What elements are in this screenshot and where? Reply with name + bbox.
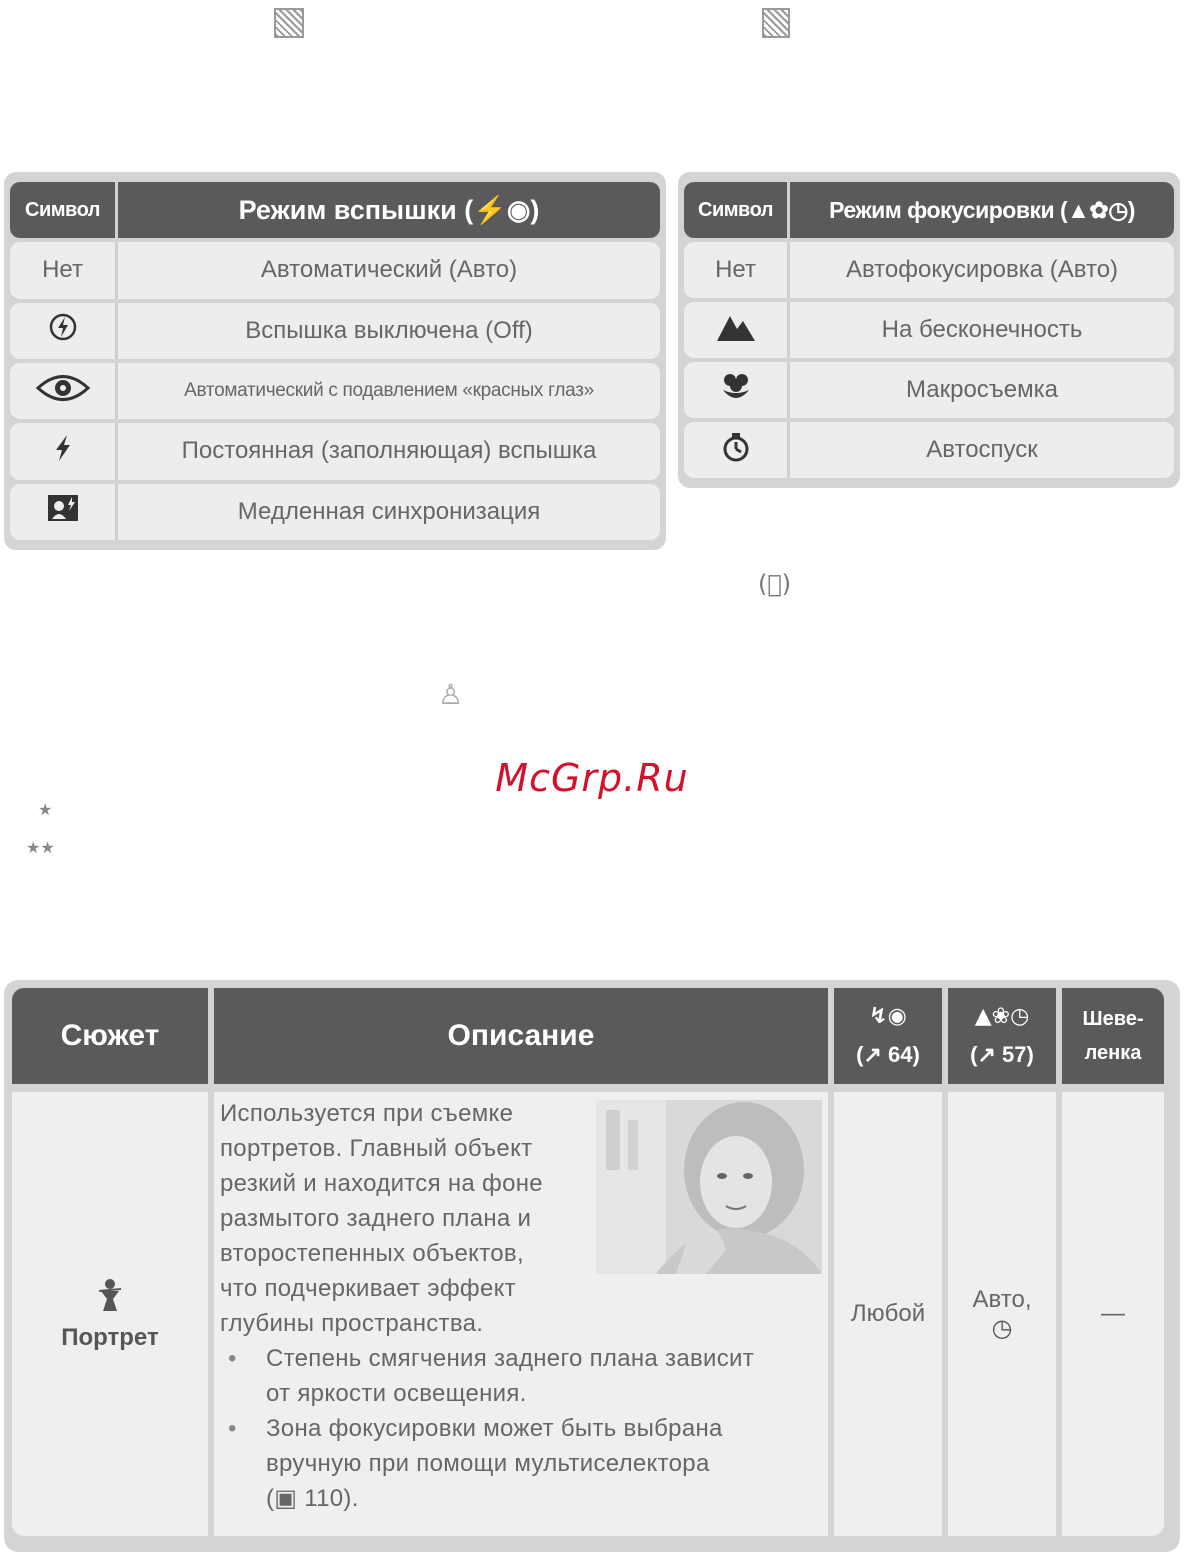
flash-eye-icon: ↯◉ [869, 1004, 907, 1029]
self-timer-icon [720, 437, 752, 470]
macro-flower-icon [719, 376, 753, 409]
mode-cell: На бесконечность [790, 302, 1174, 358]
description-line: глубины пространства. [220, 1310, 484, 1337]
description-line: портретов. Главный объект [220, 1135, 533, 1162]
column-header-flash-mode: Режим вспышки (⚡◉) [118, 182, 660, 238]
focus-value-cell [948, 1092, 1056, 1536]
focus-page-ref: (↗ 57) [970, 1042, 1034, 1067]
shake-label-line2: ленка [1084, 1042, 1142, 1064]
hand-icon: ♙ [438, 678, 464, 711]
shake-value-cell [1062, 1092, 1164, 1536]
book-icon [762, 8, 790, 38]
mountain-icon [716, 316, 756, 349]
bullet-line: вручную при помощи мультиселектора [266, 1450, 710, 1477]
mode-cell: Автоматический с подавлением «красных глаз» [118, 363, 660, 419]
mode-cell: Автоспуск [790, 422, 1174, 478]
bullet-line: (▣ 110). [266, 1485, 359, 1512]
table-row [684, 242, 1174, 298]
mode-cell: Автоматический (Авто) [118, 242, 660, 298]
table-header-row [10, 182, 660, 238]
flash-icon [52, 437, 74, 470]
table-header-row [684, 182, 1174, 238]
column-header-description [214, 988, 828, 1084]
bullet-item [220, 1341, 822, 1411]
portrait-photo [596, 1100, 822, 1274]
description-line: Используется при съемке [220, 1100, 514, 1127]
mode-cell: Вспышка выключена (Off) [118, 303, 660, 359]
star-icon: ★ [38, 800, 53, 819]
bullet-line: от яркости освещения. [266, 1380, 527, 1407]
description-line: размытого заднего плана и [220, 1205, 532, 1232]
mode-cell: Макросъемка [790, 362, 1174, 418]
column-header-shake [1062, 988, 1164, 1084]
book-icon [274, 8, 304, 38]
column-header-symbol: Символ [10, 182, 118, 238]
bullet-item [220, 1411, 822, 1516]
flash-off-reference: (⃠) [758, 570, 792, 598]
table-row [10, 242, 660, 298]
symbol-cell: Нет [684, 242, 790, 298]
scene-cell [12, 1092, 208, 1536]
column-header-focus-mode: Режим фокусировки (▲✿◷) [790, 182, 1174, 238]
table-row [684, 302, 1174, 358]
column-header-scene-label: Сюжет [60, 1019, 160, 1052]
shake-value: — [1101, 1300, 1125, 1327]
mode-cell: Постоянная (заполняющая) вспышка [118, 423, 660, 479]
scene-name: Портрет [61, 1323, 159, 1351]
description-paragraph [220, 1096, 592, 1341]
column-header-description-label: Описание [447, 1019, 595, 1052]
symbol-cell: Нет [10, 242, 118, 298]
slow-sync-icon [46, 497, 80, 530]
mode-cell: Автофокусировка (Авто) [790, 242, 1174, 298]
flash-page-ref: (↗ 64) [856, 1042, 920, 1067]
table-row [10, 423, 660, 479]
column-header-scene [12, 988, 208, 1084]
column-header-symbol: Символ [684, 182, 790, 238]
column-header-flash [834, 988, 942, 1084]
bullet-line: • Степень смягчения заднего плана зависит [266, 1345, 755, 1372]
mode-cell: Медленная синхронизация [118, 484, 660, 540]
table-row [684, 362, 1174, 418]
flash-off-icon [48, 316, 78, 349]
focus-modes-icon: ▲❀◷ [974, 1004, 1030, 1029]
description-line: резкий и находится на фоне [220, 1170, 543, 1197]
focus-mode-table [678, 172, 1180, 488]
flash-value-cell [834, 1092, 942, 1536]
shake-label-line1: Шеве- [1082, 1008, 1144, 1030]
table-row [10, 303, 660, 359]
self-timer-icon: ◷ [991, 1314, 1013, 1342]
description-line: второстепенных объектов, [220, 1240, 524, 1267]
eye-icon [35, 377, 91, 410]
scene-table [4, 980, 1180, 1552]
bullet-line: • Зона фокусировки может быть выбрана [266, 1415, 723, 1442]
focus-value: Авто, [972, 1286, 1032, 1313]
watermark-text: McGrp.Ru [495, 756, 689, 800]
description-line: что подчеркивает эффект [220, 1275, 516, 1302]
flash-mode-table [4, 172, 666, 550]
table-row [10, 363, 660, 419]
table-row [684, 422, 1174, 478]
double-star-icon: ★★ [26, 838, 55, 857]
flash-value: Любой [850, 1300, 926, 1327]
column-header-focus [948, 988, 1056, 1084]
table-row [10, 484, 660, 540]
portrait-icon [95, 1277, 125, 1318]
